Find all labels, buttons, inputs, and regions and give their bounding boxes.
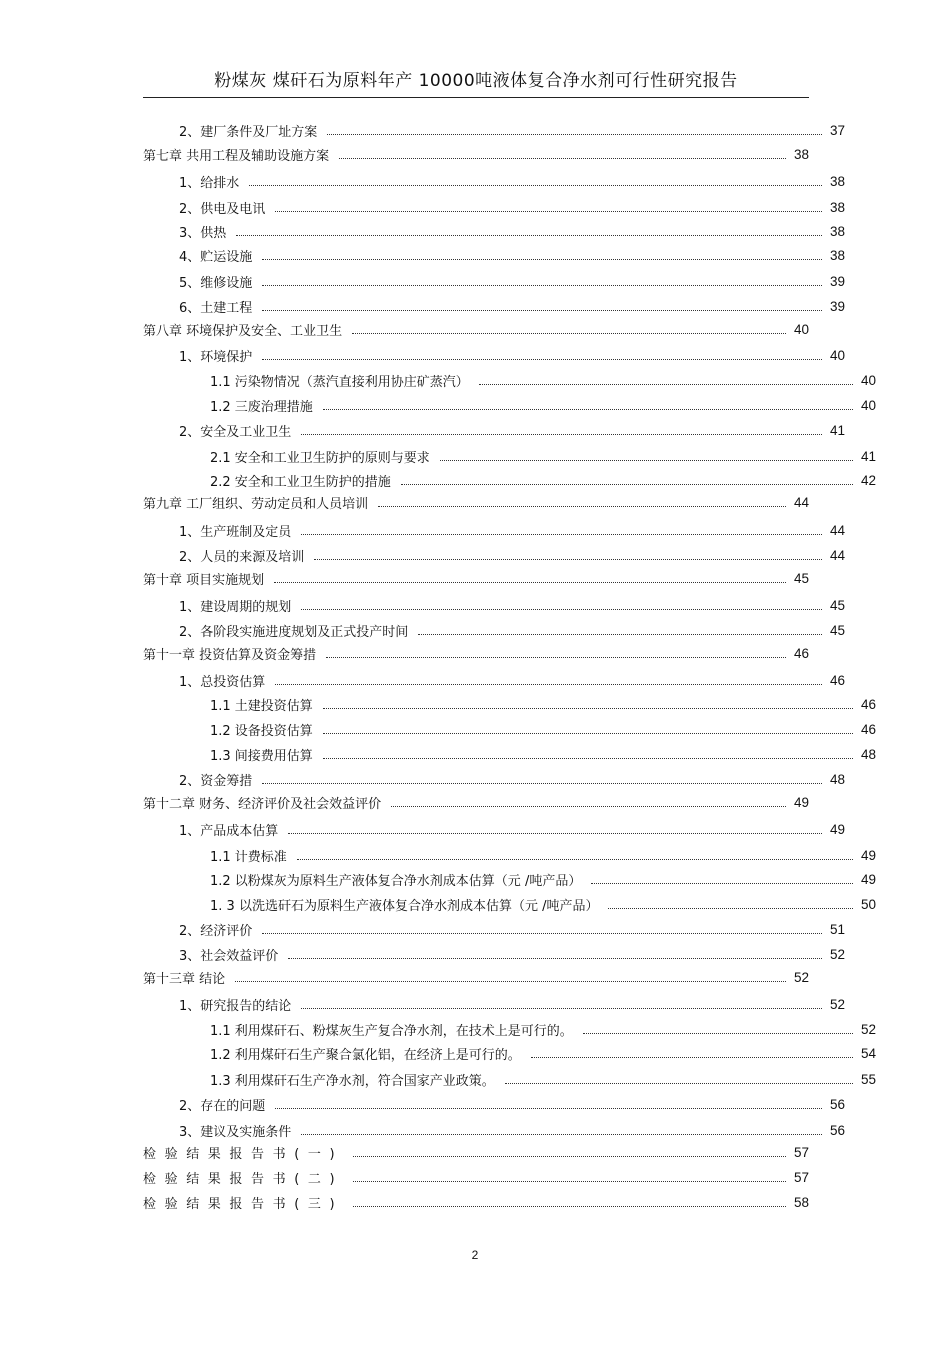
toc-entry — [143, 1094, 845, 1114]
toc-entry-label: 2、经济评价 — [179, 923, 253, 939]
toc-entry — [143, 869, 876, 889]
toc-dot-leader — [401, 484, 853, 485]
toc-entry-label: 2.1 安全和工业卫生防护的原则与要求 — [210, 450, 430, 466]
toc-dot-leader — [353, 1156, 786, 1157]
toc-entry-label: 1、环境保护 — [179, 349, 253, 365]
toc-entry-label: 1.1 利用煤矸石、粉煤灰生产复合净水剂，在技术上是可行的。 — [210, 1023, 573, 1039]
toc-entry-page: 49 — [793, 794, 809, 810]
toc-entry-page: 45 — [793, 570, 809, 586]
toc-entry-label: 1.3 间接费用估算 — [210, 748, 313, 764]
toc-entry — [143, 1167, 809, 1187]
toc-entry-label: 第十一章 投资估算及资金筹措 — [143, 647, 317, 663]
toc-entry — [143, 894, 876, 914]
toc-entry-page: 44 — [793, 494, 809, 510]
toc-dot-leader — [301, 609, 822, 610]
toc-dot-leader — [301, 434, 822, 435]
toc-entry-label: 1.1 污染物情况（蒸汽直接利用协庄矿蒸汽） — [210, 374, 469, 390]
toc-entry — [143, 1069, 876, 1089]
toc-dot-leader — [262, 359, 822, 360]
toc-entry-label: 1、产品成本估算 — [179, 823, 279, 839]
toc-entry — [143, 271, 845, 291]
toc-entry — [143, 919, 845, 939]
toc-entry-label: 检验结果报告书(三) — [143, 1196, 344, 1212]
toc-entry — [143, 819, 845, 839]
toc-entry-label: 第八章 环境保护及安全、工业卫生 — [143, 323, 343, 339]
toc-entry-label: 1、研究报告的结论 — [179, 998, 292, 1014]
toc-entry — [143, 197, 845, 217]
toc-entry-page: 55 — [860, 1071, 876, 1087]
toc-entry-label: 1、总投资估算 — [179, 674, 266, 690]
toc-entry-page: 52 — [793, 969, 809, 985]
toc-dot-leader — [275, 1108, 822, 1109]
toc-entry-page: 38 — [793, 146, 809, 162]
toc-entry — [143, 420, 845, 440]
toc-entry-page: 39 — [829, 273, 845, 289]
toc-entry-page: 46 — [860, 721, 876, 737]
toc-dot-leader — [262, 259, 822, 260]
toc-entry — [143, 670, 845, 690]
toc-dot-leader — [353, 1206, 786, 1207]
toc-entry — [143, 120, 845, 140]
toc-entry-label: 2、安全及工业卫生 — [179, 424, 292, 440]
toc-entry — [143, 245, 845, 265]
toc-entry-label: 第十章 项目实施规划 — [143, 572, 265, 588]
toc-entry-label: 1.2 利用煤矸石生产聚合氯化铝，在经济上是可行的。 — [210, 1047, 521, 1063]
toc-entry-page: 51 — [829, 921, 845, 937]
toc-entry — [143, 492, 809, 512]
toc-entry — [143, 944, 845, 964]
toc-entry-label: 第九章 工厂组织、劳动定员和人员培训 — [143, 496, 369, 512]
toc-entry-page: 38 — [829, 173, 845, 189]
toc-entry-page: 40 — [860, 372, 876, 388]
toc-entry-page: 44 — [829, 547, 845, 563]
toc-dot-leader — [288, 958, 822, 959]
toc-entry — [143, 994, 845, 1014]
toc-entry-label: 1.1 计费标准 — [210, 849, 287, 865]
toc-dot-leader — [323, 758, 853, 759]
toc-entry — [143, 1120, 845, 1140]
toc-entry-page: 38 — [829, 199, 845, 215]
toc-dot-leader — [301, 534, 822, 535]
toc-dot-leader — [531, 1057, 853, 1058]
toc-entry — [143, 296, 845, 316]
toc-dot-leader — [440, 460, 853, 461]
page-number: 2 — [471, 1248, 479, 1262]
toc-entry-page: 48 — [829, 771, 845, 787]
toc-dot-leader — [591, 883, 853, 884]
toc-entry-label: 1、给排水 — [179, 175, 240, 191]
toc-entry-page: 46 — [793, 645, 809, 661]
toc-dot-leader — [274, 582, 786, 583]
toc-entry — [143, 744, 876, 764]
toc-entry-page: 49 — [860, 871, 876, 887]
toc-dot-leader — [236, 235, 822, 236]
page-header-title: 粉煤灰 煤矸石为原料年产 10000吨液体复合净水剂可行性研究报告 — [214, 71, 738, 91]
toc-entry-page: 52 — [829, 996, 845, 1012]
toc-dot-leader — [479, 384, 853, 385]
toc-entry-label: 2、供电及电讯 — [179, 201, 266, 217]
toc-dot-leader — [352, 333, 786, 334]
toc-dot-leader — [323, 733, 853, 734]
toc-dot-leader — [297, 859, 853, 860]
toc-entry-page: 38 — [829, 247, 845, 263]
toc-entry — [143, 345, 845, 365]
toc-dot-leader — [353, 1181, 786, 1182]
toc-dot-leader — [339, 158, 786, 159]
toc-entry-label: 1、生产班制及定员 — [179, 524, 292, 540]
toc-entry — [143, 620, 845, 640]
toc-dot-leader — [275, 211, 822, 212]
toc-entry — [143, 792, 809, 812]
toc-entry-label: 1.2 设备投资估算 — [210, 723, 313, 739]
toc-dot-leader — [378, 506, 786, 507]
toc-dot-leader — [275, 684, 822, 685]
toc-entry-page: 52 — [829, 946, 845, 962]
toc-entry-page: 56 — [829, 1122, 845, 1138]
toc-entry — [143, 694, 876, 714]
toc-dot-leader — [314, 559, 822, 560]
toc-entry-label: 3、供热 — [179, 225, 227, 241]
toc-entry-page: 38 — [829, 223, 845, 239]
toc-entry — [143, 520, 845, 540]
toc-entry-page: 42 — [860, 472, 876, 488]
toc-entry — [143, 446, 876, 466]
toc-entry-page: 45 — [829, 622, 845, 638]
toc-entry-page: 40 — [829, 347, 845, 363]
toc-entry-label: 1.3 利用煤矸石生产净水剂，符合国家产业政策。 — [210, 1073, 495, 1089]
toc-dot-leader — [327, 134, 822, 135]
toc-entry-label: 第十三章 结论 — [143, 971, 226, 987]
toc-dot-leader — [323, 409, 853, 410]
toc-entry-label: 1.2 以粉煤灰为原料生产液体复合净水剂成本估算（元 /吨产品） — [210, 873, 582, 889]
toc-entry-label: 第十二章 财务、经济评价及社会效益评价 — [143, 796, 382, 812]
toc-entry-label: 3、社会效益评价 — [179, 948, 279, 964]
toc-dot-leader — [608, 908, 853, 909]
toc-entry-page: 45 — [829, 597, 845, 613]
toc-entry-label: 5、维修设施 — [179, 275, 253, 291]
toc-dot-leader — [418, 634, 822, 635]
toc-entry — [143, 1019, 876, 1039]
toc-entry — [143, 1192, 809, 1212]
toc-entry-label: 2、建厂条件及厂址方案 — [179, 124, 318, 140]
toc-dot-leader — [323, 708, 853, 709]
toc-entry — [143, 319, 809, 339]
toc-entry-label: 1. 3 以洗选矸石为原料生产液体复合净水剂成本估算（元 /吨产品） — [210, 898, 599, 914]
toc-entry — [143, 221, 845, 241]
toc-entry-page: 49 — [860, 847, 876, 863]
toc-entry-page: 44 — [829, 522, 845, 538]
toc-entry-page: 41 — [860, 448, 876, 464]
toc-entry — [143, 395, 876, 415]
toc-entry — [143, 470, 876, 490]
toc-dot-leader — [262, 310, 822, 311]
toc-entry — [143, 967, 809, 987]
toc-entry-page: 57 — [793, 1169, 809, 1185]
toc-dot-leader — [301, 1134, 822, 1135]
toc-entry-label: 6、土建工程 — [179, 300, 253, 316]
toc-entry-page: 56 — [829, 1096, 845, 1112]
toc-dot-leader — [262, 783, 822, 784]
toc-dot-leader — [391, 806, 786, 807]
toc-entry — [143, 769, 845, 789]
toc-entry-page: 48 — [860, 746, 876, 762]
toc-entry-label: 1.1 土建投资估算 — [210, 698, 313, 714]
toc-entry — [143, 643, 809, 663]
toc-entry-page: 57 — [793, 1144, 809, 1160]
toc-entry — [143, 545, 845, 565]
toc-entry-page: 58 — [793, 1194, 809, 1210]
toc-entry-page: 41 — [829, 422, 845, 438]
toc-entry-label: 2、人员的来源及培训 — [179, 549, 305, 565]
toc-entry — [143, 719, 876, 739]
toc-entry-page: 39 — [829, 298, 845, 314]
toc-entry — [143, 845, 876, 865]
toc-dot-leader — [326, 657, 786, 658]
toc-entry-label: 2、各阶段实施进度规划及正式投产时间 — [179, 624, 409, 640]
toc-entry-label: 第七章 共用工程及辅助设施方案 — [143, 148, 330, 164]
toc-dot-leader — [262, 285, 822, 286]
toc-dot-leader — [249, 185, 822, 186]
toc-entry-label: 4、贮运设施 — [179, 249, 253, 265]
toc-dot-leader — [262, 933, 822, 934]
toc-entry-page: 40 — [793, 321, 809, 337]
toc-dot-leader — [505, 1083, 853, 1084]
toc-entry — [143, 370, 876, 390]
toc-entry-page: 46 — [829, 672, 845, 688]
toc-entry-label: 1、建设周期的规划 — [179, 599, 292, 615]
toc-entry-label: 2、存在的问题 — [179, 1098, 266, 1114]
toc-entry-page: 46 — [860, 696, 876, 712]
toc-entry-label: 2、资金筹措 — [179, 773, 253, 789]
toc-entry-page: 40 — [860, 397, 876, 413]
toc-entry-label: 2.2 安全和工业卫生防护的措施 — [210, 474, 391, 490]
toc-dot-leader — [301, 1008, 822, 1009]
toc-entry-page: 49 — [829, 821, 845, 837]
toc-entry-page: 37 — [829, 122, 845, 138]
toc-entry — [143, 568, 809, 588]
toc-dot-leader — [235, 981, 786, 982]
toc-entry — [143, 171, 845, 191]
toc-entry-label: 检验结果报告书(二) — [143, 1171, 344, 1187]
toc-entry — [143, 144, 809, 164]
toc-entry — [143, 1043, 876, 1063]
toc-entry-label: 检验结果报告书(一) — [143, 1146, 344, 1162]
toc-entry-page: 50 — [860, 896, 876, 912]
toc-dot-leader — [288, 833, 822, 834]
toc-dot-leader — [583, 1033, 853, 1034]
toc-entry — [143, 595, 845, 615]
toc-entry-label: 3、建议及实施条件 — [179, 1124, 292, 1140]
toc-entry-page: 52 — [860, 1021, 876, 1037]
toc-entry — [143, 1142, 809, 1162]
toc-entry-page: 54 — [860, 1045, 876, 1061]
toc-entry-label: 1.2 三废治理措施 — [210, 399, 313, 415]
